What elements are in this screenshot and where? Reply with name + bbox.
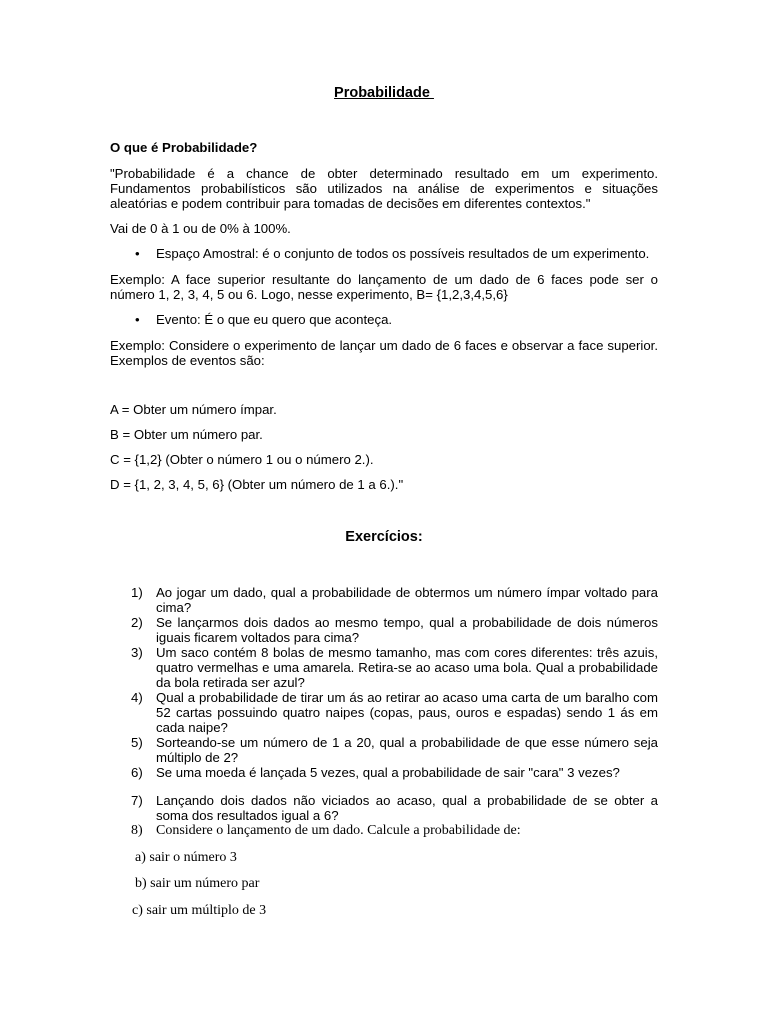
exercise-number: 6)	[131, 765, 143, 780]
example-paragraph-2: Exemplo: Considere o experimento de lançar um dado de 6 faces e observar a face superior. Exemplos de eventos são:	[110, 338, 658, 368]
exercise-text: Lançando dois dados não viciados ao acaso, qual a probabilidade de se obter a soma dos resultados igual a 6?	[156, 793, 658, 823]
sub-item-c: c) sair um múltiplo de 3	[132, 903, 267, 918]
exercise-number: 2)	[131, 615, 143, 630]
exercise-number: 5)	[131, 735, 143, 750]
event-line-d: D = {1, 2, 3, 4, 5, 6} (Obter um número de 1 a 6.)."	[110, 477, 404, 492]
exercise-number: 4)	[131, 690, 143, 705]
exercise-text: Sorteando-se um número de 1 a 20, qual a probabilidade de que esse número seja múltiplo de 2?	[156, 735, 658, 765]
exercise-text: Qual a probabilidade de tirar um ás ao retirar ao acaso uma carta de um baralho com 52 cartas possuindo quatro naipes (copas, paus, ouros e espadas) sendo 1 ás em cada naipe?	[156, 690, 658, 735]
bullet-icon: •	[135, 312, 140, 327]
exercise-number: 7)	[131, 793, 143, 808]
exercise-number: 1)	[131, 585, 143, 600]
exercise-text: Se lançarmos dois dados ao mesmo tempo, qual a probabilidade de dois números iguais ficarem voltados para cima?	[156, 615, 658, 645]
event-line-a: A = Obter um número ímpar.	[110, 402, 277, 417]
bullet-text: Espaço Amostral: é o conjunto de todos os possíveis resultados de um experimento.	[156, 246, 650, 261]
exercise-text: Um saco contém 8 bolas de mesmo tamanho, mas com cores diferentes: três azuis, quatro vermelhas e uma amarela. Retira-se ao acaso uma bola. Qual a probabilidade da bola retirada ser azul?	[156, 645, 658, 690]
exercise-text: Se uma moeda é lançada 5 vezes, qual a probabilidade de sair "cara" 3 vezes?	[156, 765, 620, 780]
exercise-text: Ao jogar um dado, qual a probabilidade de obtermos um número ímpar voltado para cima?	[156, 585, 658, 615]
event-line-c: C = {1,2} (Obter o número 1 ou o número 2.).	[110, 452, 374, 467]
event-line-b: B = Obter um número par.	[110, 427, 263, 442]
definition-paragraph: "Probabilidade é a chance de obter determinado resultado em um experimento. Fundamentos probabilísticos são utilizados na análise de experimentos e situações aleatórias e podem contribuir para tomadas de decisões em diferentes contextos."	[110, 166, 658, 211]
sub-item-a: a) sair o número 3	[135, 850, 237, 865]
exercise-number: 8)	[131, 823, 143, 838]
bullet-icon: •	[135, 246, 140, 261]
exercises-title: Exercícios:	[345, 529, 423, 545]
bullet-text: Evento: É o que eu quero que aconteça.	[156, 312, 393, 327]
question-heading: O que é Probabilidade?	[110, 140, 258, 155]
example-paragraph-1: Exemplo: A face superior resultante do lançamento de um dado de 6 faces pode ser o número 1, 2, 3, 4, 5 ou 6. Logo, nesse experimento, B= {1,2,3,4,5,6}	[110, 272, 658, 302]
page-title: Probabilidade	[334, 85, 434, 101]
exercise-number: 3)	[131, 645, 143, 660]
exercise-text: Considere o lançamento de um dado. Calcule a probabilidade de:	[156, 823, 521, 838]
sub-item-b: b) sair um número par	[135, 876, 260, 891]
range-paragraph: Vai de 0 à 1 ou de 0% à 100%.	[110, 221, 291, 236]
